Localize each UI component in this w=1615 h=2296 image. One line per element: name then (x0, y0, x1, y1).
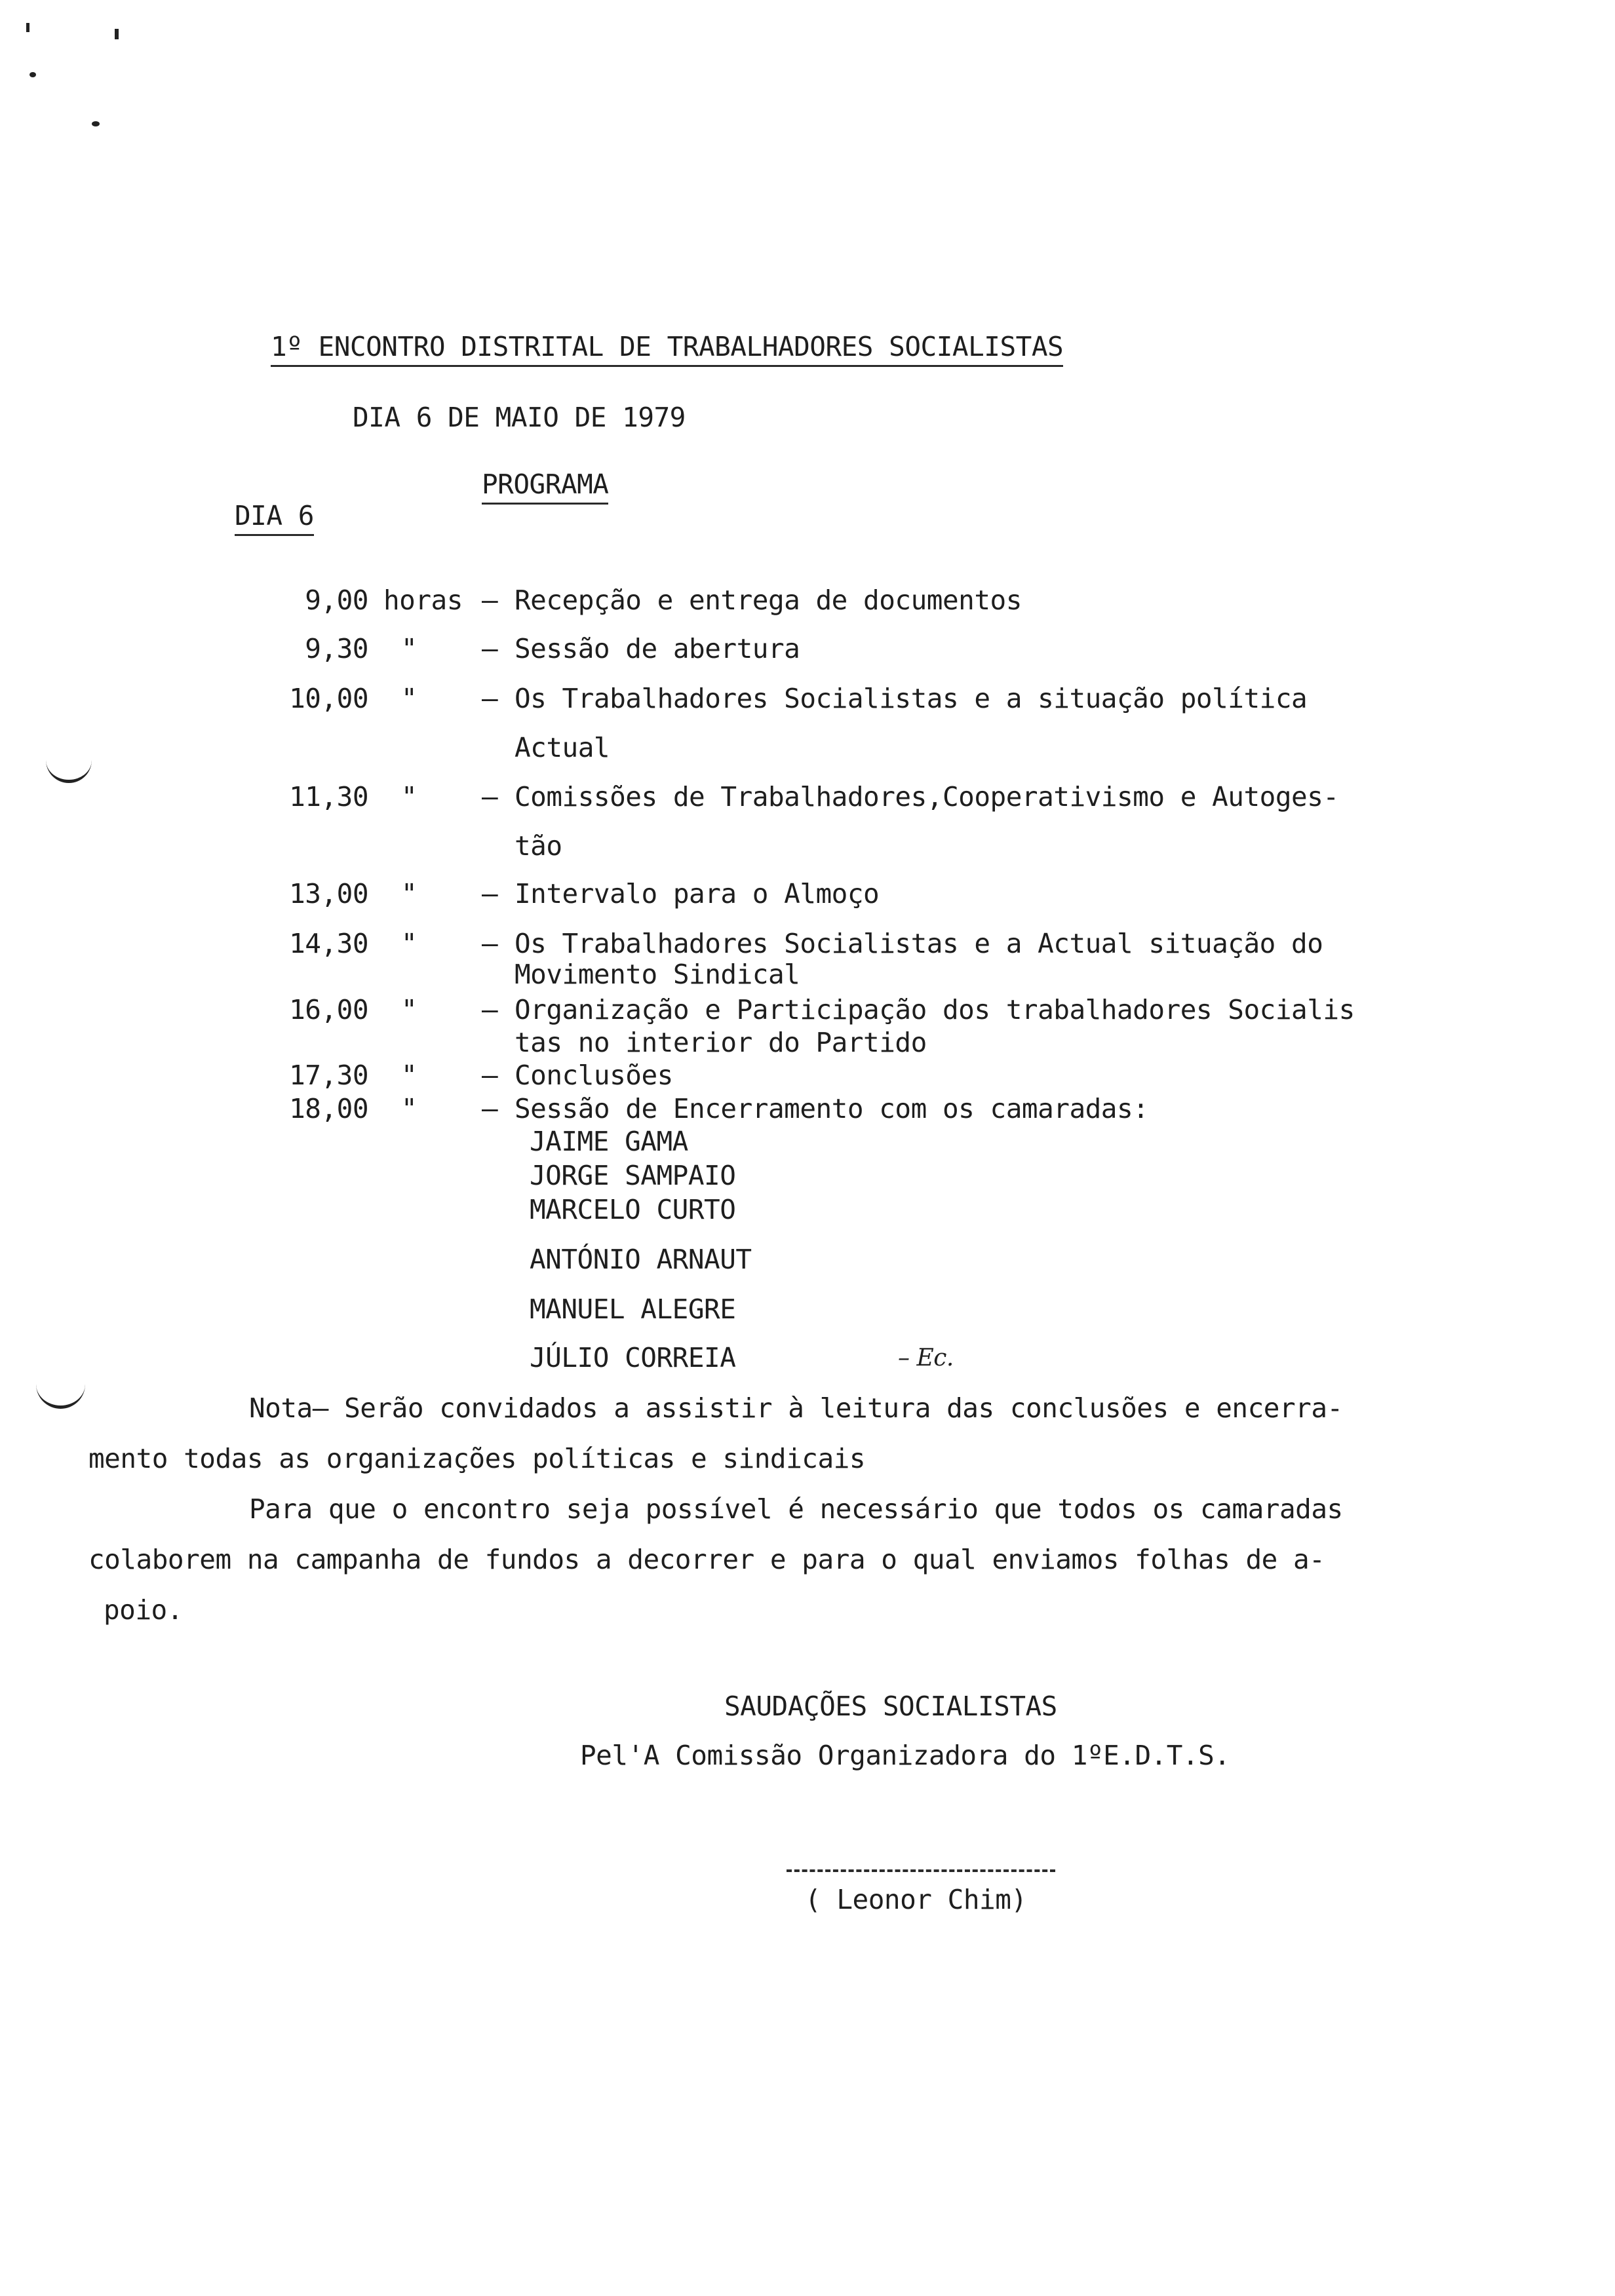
schedule-time: 14,30 (289, 928, 368, 959)
handwritten-note: – Ec. (898, 1345, 954, 1371)
speaker-name: ANTÓNIO ARNAUT (530, 1244, 752, 1275)
schedule-desc: Sessão de abertura (515, 633, 800, 664)
schedule-dash: – (482, 1060, 498, 1091)
schedule-dash: – (482, 878, 498, 909)
schedule-time: 18,00 (289, 1093, 368, 1124)
speaker-name: MANUEL ALEGRE (530, 1293, 736, 1325)
schedule-unit: " (401, 878, 418, 909)
nota-line: mento todas as organizações políticas e sindicais (88, 1443, 866, 1474)
scan-speck (26, 23, 29, 32)
body-paragraph-line: Para que o encontro seja possível é necessário que todos os camaradas (249, 1493, 1343, 1525)
schedule-dash: – (482, 928, 498, 959)
schedule-desc: Intervalo para o Almoço (515, 878, 880, 909)
schedule-unit: " (401, 928, 418, 959)
speaker-name: MARCELO CURTO (530, 1194, 736, 1225)
schedule-desc: Os Trabalhadores Socialistas e a situação política (515, 683, 1308, 714)
schedule-desc-cont: tão (515, 830, 562, 862)
punch-hole-mark (36, 1379, 85, 1409)
schedule-time: 13,00 (289, 878, 368, 909)
schedule-desc: Conclusões (515, 1060, 673, 1091)
schedule-time: 16,00 (289, 994, 368, 1025)
scan-speck (29, 72, 36, 77)
signatory-name: ( Leonor Chim) (805, 1884, 1027, 1915)
greeting: SAUDAÇÕES SOCIALISTAS (724, 1691, 1057, 1722)
schedule-dash: – (482, 994, 498, 1025)
schedule-desc-cont: tas no interior do Partido (515, 1027, 927, 1058)
schedule-desc: Organização e Participação dos trabalhadores Socialis (515, 994, 1355, 1025)
schedule-time: 17,30 (289, 1060, 368, 1091)
schedule-unit: " (401, 781, 418, 813)
committee-line: Pel'A Comissão Organizadora do 1ºE.D.T.S. (580, 1740, 1230, 1771)
schedule-time: 9,00 (305, 584, 368, 616)
schedule-time: 9,30 (305, 633, 368, 664)
date-line: DIA 6 DE MAIO DE 1979 (353, 402, 686, 433)
schedule-desc: Sessão de Encerramento com os camaradas: (515, 1093, 1149, 1124)
schedule-time: 10,00 (289, 683, 368, 714)
scan-speck (115, 29, 119, 39)
schedule-desc: Os Trabalhadores Socialistas e a Actual situação do (515, 928, 1323, 959)
document-title: 1º ENCONTRO DISTRITAL DE TRABALHADORES SOCIALISTAS (271, 331, 1063, 367)
body-paragraph-line: poio. (104, 1594, 183, 1626)
schedule-dash: – (482, 683, 498, 714)
schedule-unit: horas (383, 584, 463, 616)
schedule-unit: " (401, 1093, 418, 1124)
schedule-dash: – (482, 1093, 498, 1124)
speaker-name: JAIME GAMA (530, 1126, 688, 1157)
speaker-name: JORGE SAMPAIO (530, 1160, 736, 1191)
programa-heading: PROGRAMA (482, 469, 608, 505)
schedule-unit: " (401, 994, 418, 1025)
schedule-unit: " (401, 633, 418, 664)
schedule-unit: " (401, 683, 418, 714)
nota-line: Nota– Serão convidados a assistir à leitura das conclusões e encerra- (249, 1392, 1343, 1424)
schedule-desc: Comissões de Trabalhadores,Cooperativismo e Autoges- (515, 781, 1339, 813)
schedule-dash: – (482, 584, 498, 616)
body-paragraph-line: colaborem na campanha de fundos a decorrer e para o qual enviamos folhas de a- (88, 1544, 1325, 1575)
punch-hole-mark (46, 754, 92, 783)
day-label: DIA 6 (235, 500, 314, 536)
schedule-desc-cont: Actual (515, 732, 610, 763)
scan-speck (92, 121, 100, 126)
schedule-dash: – (482, 781, 498, 813)
schedule-time: 11,30 (289, 781, 368, 813)
speaker-name: JÚLIO CORREIA (530, 1342, 736, 1373)
schedule-desc-cont: Movimento Sindical (515, 959, 800, 990)
signature-line (787, 1869, 1055, 1872)
schedule-unit: " (401, 1060, 418, 1091)
schedule-dash: – (482, 633, 498, 664)
schedule-desc: Recepção e entrega de documentos (515, 584, 1022, 616)
